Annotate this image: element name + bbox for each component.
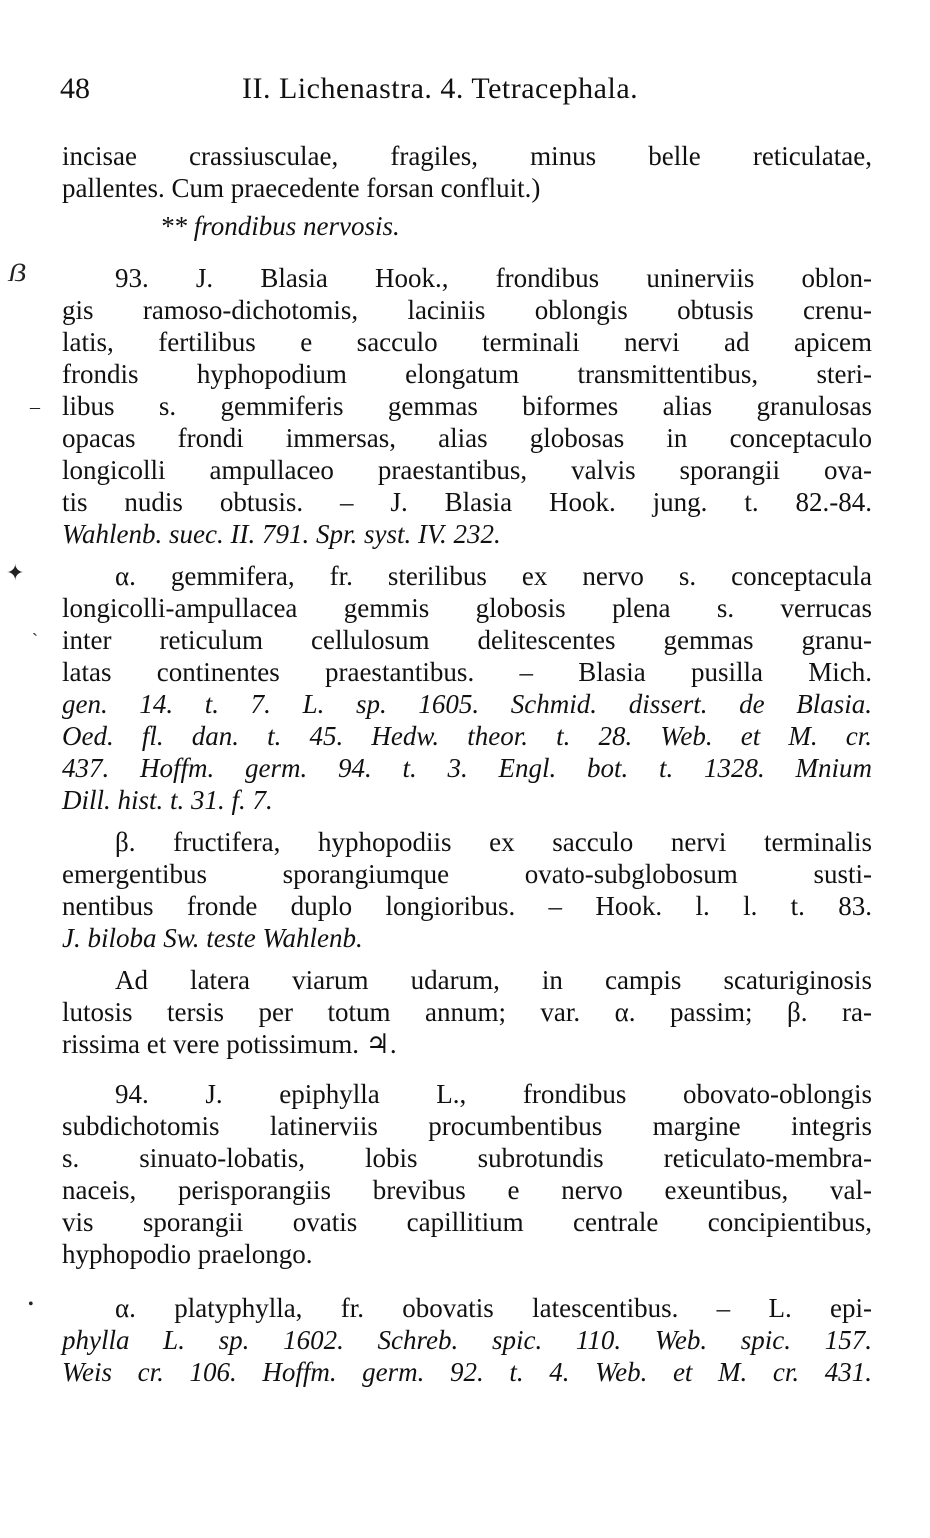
- text-line: vis sporangii ovatis capillitium centrale concipientibus,: [62, 1207, 872, 1237]
- species-heading-line: 93. J. Blasia Hook., frondibus uninerviis oblon-: [115, 263, 872, 293]
- margin-annotation: ẞ: [8, 258, 26, 287]
- habitat-line: lutosis tersis per totum annum; var. α. passim; β. ra-: [62, 997, 872, 1027]
- variety-heading-line: α. gemmifera, fr. sterilibus ex nervo s. conceptacula: [115, 561, 872, 591]
- text-line: libus s. gemmiferis gemmas biformes alias granulosas: [62, 391, 872, 421]
- margin-dash: –: [30, 396, 40, 418]
- text-line: inter reticulum cellulosum delitescentes gemmas granu-: [62, 625, 872, 655]
- citation-line: Oed. fl. dan. t. 45. Hedw. theor. t. 28. Web. et M. cr.: [62, 721, 872, 751]
- text-line: latis, fertilibus e sacculo terminali nervi ad apicem: [62, 327, 872, 357]
- citation-line: phylla L. sp. 1602. Schreb. spic. 110. Web. spic. 157.: [62, 1325, 872, 1355]
- citation-line: J. biloba Sw. teste Wahlenb.: [62, 923, 363, 953]
- running-title: II. Lichenastra. 4. Tetracephala.: [242, 72, 639, 105]
- text-line: subdichotomis latinerviis procumbentibus margine integris: [62, 1111, 872, 1141]
- text-line: hyphopodio praelongo.: [62, 1239, 313, 1269]
- text-line: pallentes. Cum praecedente forsan confluit.): [62, 173, 541, 203]
- text-line: opacas frondi immersas, alias globosas in conceptaculo: [62, 423, 872, 453]
- variety-heading-line: α. platyphylla, fr. obovatis latescentibus. – L. epi-: [115, 1293, 872, 1323]
- text-line: s. sinuato-lobatis, lobis subrotundis reticulato-membra-: [62, 1143, 872, 1173]
- habitat-line: rissima et vere potissimum. ♃.: [62, 1029, 397, 1059]
- citation-line: Wahlenb. suec. II. 791. Spr. syst. IV. 232.: [62, 519, 501, 549]
- section-heading: ** frondibus nervosis.: [160, 211, 400, 241]
- variety-heading-line: β. fructifera, hyphopodiis ex sacculo nervi terminalis: [115, 827, 872, 857]
- margin-star-mark: ✦: [6, 560, 25, 585]
- text-line: incisae crassiusculae, fragiles, minus belle reticulatae,: [62, 141, 872, 171]
- species-heading-line: 94. J. epiphylla L., frondibus obovato-oblongis: [115, 1079, 872, 1109]
- citation-line: tis nudis obtusis. – J. Blasia Hook. jung. t. 82.-84.: [62, 487, 872, 517]
- habitat-line: Ad latera viarum udarum, in campis scaturiginosis: [115, 965, 872, 995]
- text-line: nentibus fronde duplo longioribus. – Hook. l. l. t. 83.: [62, 891, 872, 921]
- margin-tick: `: [32, 630, 38, 650]
- page-header: [60, 72, 880, 112]
- citation-line: Dill. hist. t. 31. f. 7.: [62, 785, 273, 815]
- text-line: longicolli ampullaceo praestantibus, valvis sporangii ova-: [62, 455, 872, 485]
- text-line: frondis hyphopodium elongatum transmittentibus, steri-: [62, 359, 872, 389]
- text-line: longicolli-ampullacea gemmis globosis plena s. verrucas: [62, 593, 872, 623]
- text-line: naceis, perisporangiis brevibus e nervo exeuntibus, val-: [62, 1175, 872, 1205]
- text-line: emergentibus sporangiumque ovato-subglobosum susti-: [62, 859, 872, 889]
- margin-dot: •: [28, 1296, 34, 1313]
- citation-line: 437. Hoffm. germ. 94. t. 3. Engl. bot. t. 1328. Mnium: [62, 753, 872, 783]
- text-line: gis ramoso-dichotomis, laciniis oblongis obtusis crenu-: [62, 295, 872, 325]
- citation-line: gen. 14. t. 7. L. sp. 1605. Schmid. dissert. de Blasia.: [62, 689, 872, 719]
- page-number: 48: [60, 72, 90, 105]
- citation-line: Weis cr. 106. Hoffm. germ. 92. t. 4. Web. et M. cr. 431.: [62, 1357, 872, 1387]
- text-line: latas continentes praestantibus. – Blasia pusilla Mich.: [62, 657, 872, 687]
